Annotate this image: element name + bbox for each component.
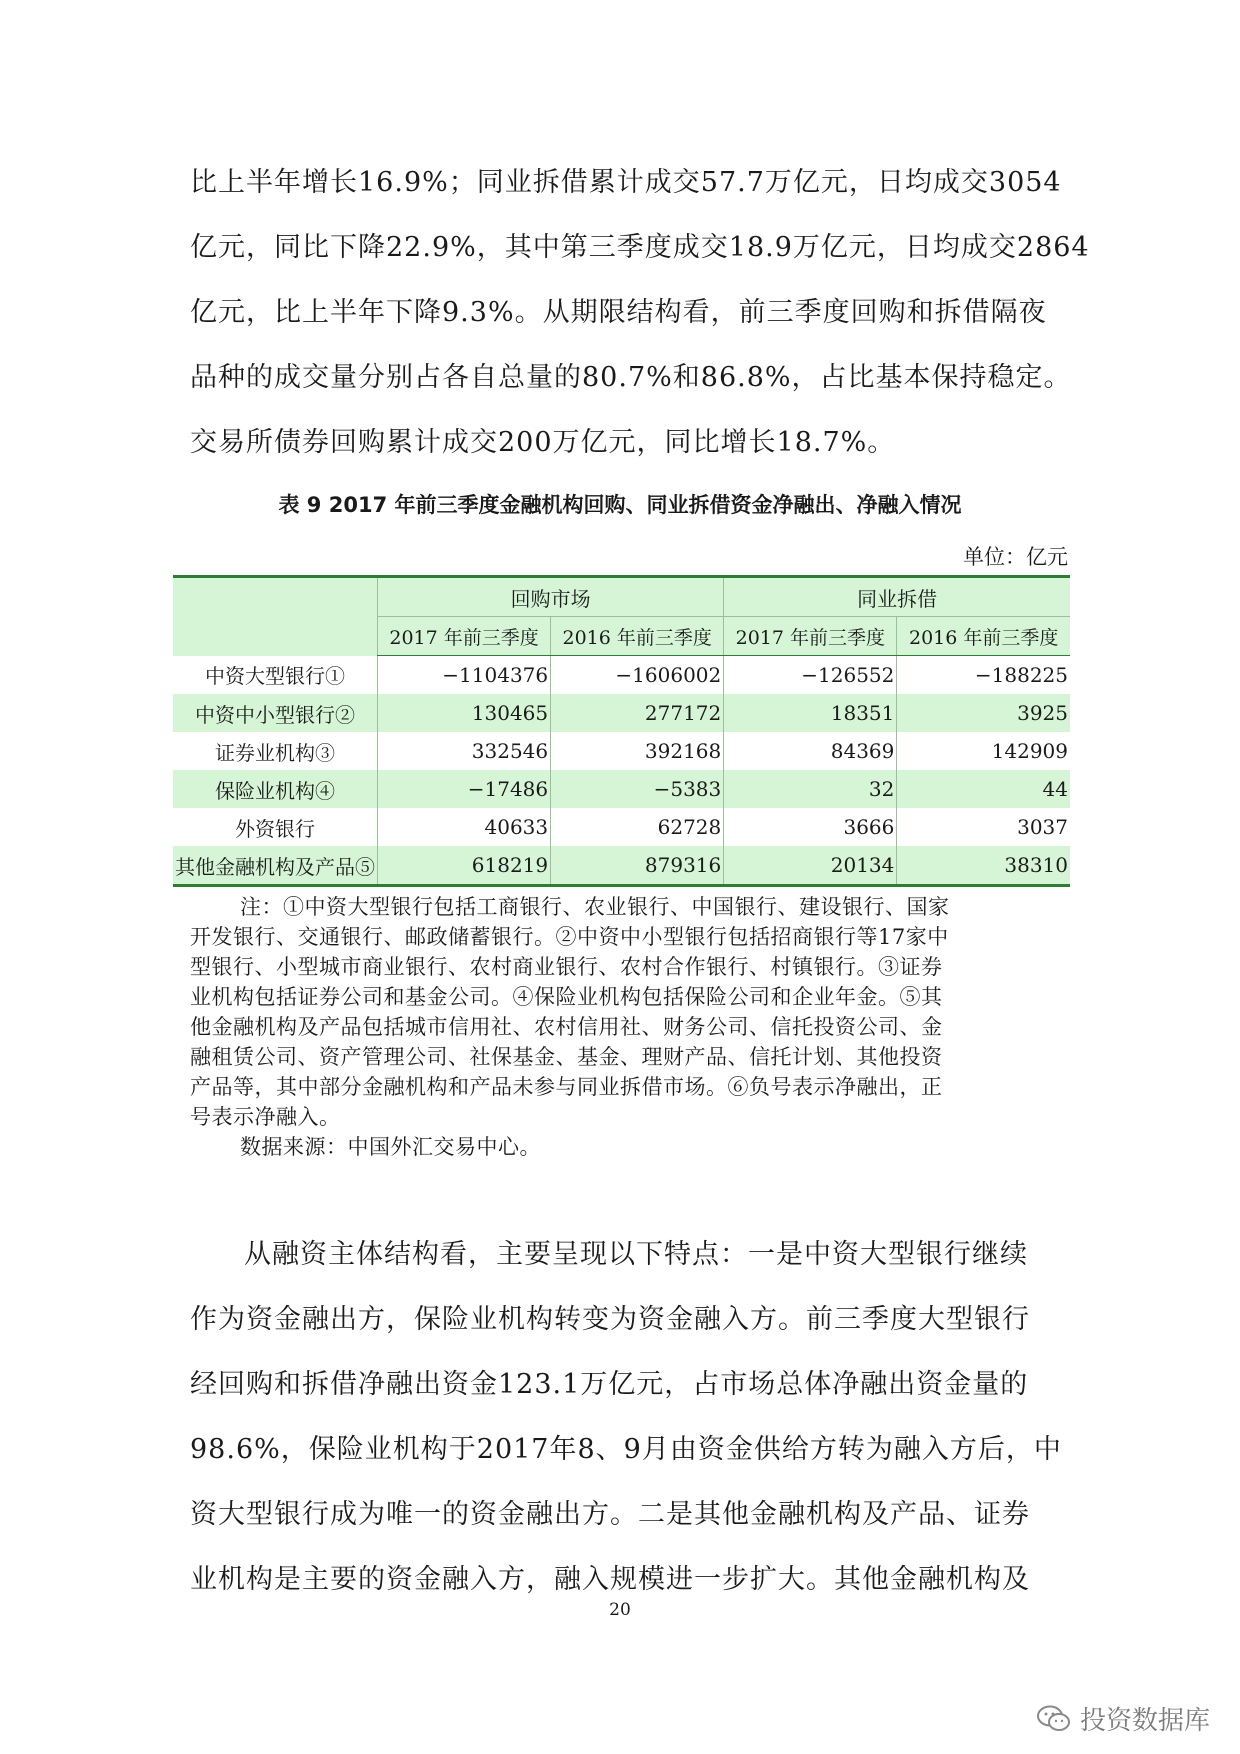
note-line: 开发银行、交通银行、邮政储蓄银行。②中资中小型银行包括招商银行等17家中 — [190, 925, 949, 949]
table-cell: 44 — [897, 770, 1070, 808]
table-title: 表 9 2017 年前三季度金融机构回购、同业拆借资金净融出、净融入情况 — [278, 493, 962, 517]
table-cell: 3925 — [897, 694, 1070, 732]
note-line: 注：①中资大型银行包括工商银行、农业银行、中国银行、建设银行、国家 — [240, 895, 950, 919]
group-header-repo: 回购市场 — [378, 577, 724, 617]
table-cell: 277172 — [551, 694, 724, 732]
note-line: 产品等，其中部分金融机构和产品未参与同业拆借市场。⑥负号表示净融出，正 — [190, 1075, 943, 1099]
table-cell: 879316 — [551, 846, 724, 886]
table-row — [173, 770, 1070, 808]
table-row — [173, 808, 1070, 846]
table-cell: 32 — [724, 770, 897, 808]
text-line: 资大型银行成为唯一的资金融出方。二是其他金融机构及产品、证券 — [190, 1499, 1030, 1530]
text-line: 亿元，同比下降22.9%，其中第三季度成交18.9万亿元，日均成交2864 — [190, 232, 1090, 263]
table-cell: −5383 — [551, 770, 724, 808]
row-label: 证券业机构③ — [215, 740, 335, 765]
data-table — [173, 575, 1070, 887]
year-header: 2016 年前三季度 — [897, 617, 1070, 656]
paragraph-2 — [190, 1222, 1060, 1612]
page-number: 20 — [609, 1600, 631, 1620]
table-cell: 142909 — [897, 732, 1070, 770]
table-cell: 618219 — [378, 846, 551, 886]
text-line: 交易所债券回购累计成交200万亿元，同比增长18.7%。 — [190, 427, 896, 458]
table-cell: −188225 — [897, 656, 1070, 695]
note-line: 他金融机构及产品包括城市信用社、农村信用社、财务公司、信托投资公司、金 — [190, 1015, 943, 1039]
table-row — [173, 732, 1070, 770]
table-cell: 3037 — [897, 808, 1070, 846]
text-line: 比上半年增长16.9%；同业拆借累计成交57.7万亿元，日均成交3054 — [190, 167, 1062, 198]
row-label: 保险业机构④ — [173, 770, 378, 808]
table-cell: 62728 — [551, 808, 724, 846]
table-cell: 392168 — [551, 732, 724, 770]
text-line: 作为资金融出方，保险业机构转变为资金融入方。前三季度大型银行 — [190, 1304, 1030, 1335]
wechat-icon — [1036, 1704, 1072, 1734]
note-line: 型银行、小型城市商业银行、农村商业银行、农村合作银行、村镇银行。③证券 — [190, 955, 943, 979]
year-header: 2016 年前三季度 — [551, 617, 724, 656]
text-line: 品种的成交量分别占各自总量的80.7%和86.8%，占比基本保持稳定。 — [190, 362, 1072, 393]
table-row — [173, 694, 1070, 732]
row-label: 外资银行 — [235, 816, 315, 841]
table-row — [173, 656, 1070, 695]
table-cell: 332546 — [378, 732, 551, 770]
text-line: 亿元，比上半年下降9.3%。从期限结构看，前三季度回购和拆借隔夜 — [190, 297, 1047, 328]
corner-cell — [173, 577, 378, 656]
table-note — [190, 892, 1060, 1162]
table-cell: 18351 — [724, 694, 897, 732]
text-line: 经回购和拆借净融出资金123.1万亿元，占市场总体净融出资金量的 — [190, 1369, 1029, 1400]
text-line: 98.6%，保险业机构于2017年8、9月由资金供给方转为融入方后，中 — [190, 1434, 1062, 1465]
table-unit: 单位：亿元 — [963, 545, 1068, 569]
table-cell: 84369 — [724, 732, 897, 770]
watermark — [1036, 1700, 1210, 1737]
note-line: 业机构包括证券公司和基金公司。④保险业机构包括保险公司和企业年金。⑤其 — [190, 985, 943, 1009]
table-cell: −17486 — [378, 770, 551, 808]
table-cell: −1104376 — [378, 656, 551, 695]
year-header: 2017 年前三季度 — [378, 617, 551, 656]
group-header-interbank: 同业拆借 — [724, 577, 1070, 617]
table-cell: 130465 — [378, 694, 551, 732]
year-header: 2017 年前三季度 — [724, 617, 897, 656]
data-source: 数据来源：中国外汇交易中心。 — [240, 1135, 541, 1159]
table-cell: 40633 — [378, 808, 551, 846]
note-line: 融租赁公司、资产管理公司、社保基金、基金、理财产品、信托计划、其他投资 — [190, 1045, 943, 1069]
row-label: 中资中小型银行② — [173, 694, 378, 732]
text-line: 业机构是主要的资金融入方，融入规模进一步扩大。其他金融机构及 — [190, 1564, 1030, 1595]
table-cell: 20134 — [724, 846, 897, 886]
table-cell: 3666 — [724, 808, 897, 846]
note-line: 号表示净融入。 — [190, 1105, 341, 1129]
table-row — [173, 846, 1070, 886]
row-label: 其他金融机构及产品⑤ — [173, 846, 378, 886]
table-cell: −1606002 — [551, 656, 724, 695]
text-line: 从融资主体结构看，主要呈现以下特点：一是中资大型银行继续 — [244, 1239, 1028, 1270]
table-cell: −126552 — [724, 656, 897, 695]
watermark-text: 投资数据库 — [1079, 1706, 1210, 1736]
row-label: 中资大型银行① — [205, 664, 345, 689]
table-cell: 38310 — [897, 846, 1070, 886]
paragraph-1 — [190, 150, 1090, 475]
table-header-row — [173, 577, 1070, 617]
